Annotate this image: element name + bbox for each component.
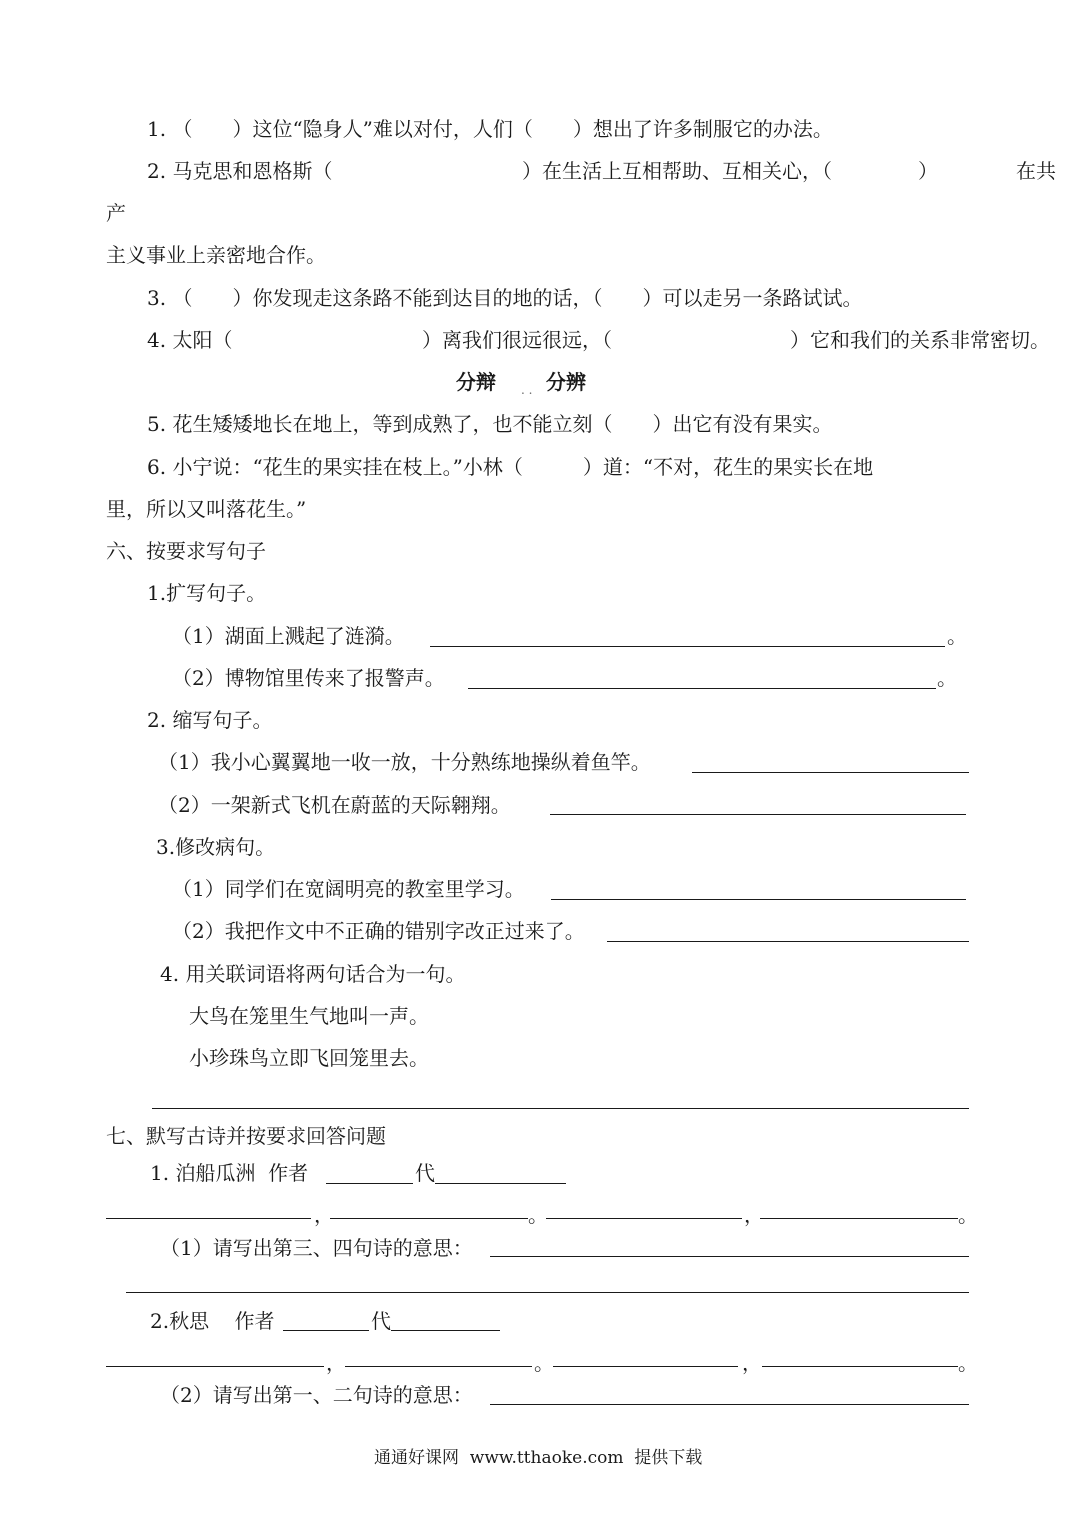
answer-line[interactable] bbox=[778, 1108, 969, 1109]
answer-line[interactable] bbox=[490, 1256, 969, 1257]
word-choice-dots: . . bbox=[521, 383, 533, 397]
answer-line[interactable] bbox=[126, 1292, 969, 1293]
word-choice-1: 分辩 bbox=[456, 370, 496, 394]
punct-comma: ， bbox=[742, 1351, 762, 1375]
poem-line-blank[interactable] bbox=[546, 1218, 742, 1219]
q-item-2-part-e: 产 bbox=[106, 201, 126, 225]
poem-2-dynasty: 代 bbox=[371, 1309, 391, 1333]
poem-line-blank[interactable] bbox=[330, 1218, 528, 1219]
author-blank[interactable] bbox=[283, 1330, 369, 1331]
fix-item-2: （2）我把作文中不正确的错别字改正过来了。 bbox=[172, 919, 585, 943]
expand-item-2-period: 。 bbox=[937, 666, 957, 690]
punct-period: 。 bbox=[528, 1203, 548, 1227]
q-item-6-line-1: 6. 小宁说：“花生的果实挂在枝上。”小林（ ）道：“不对，花生的果实长在地 bbox=[147, 455, 874, 479]
poem-2-label: 2.秋思 作者 bbox=[150, 1309, 275, 1333]
combine-sentence-2: 小珍珠鸟立即飞回笼里去。 bbox=[189, 1046, 429, 1070]
q-item-6-line-2: 里，所以又叫落花生。” bbox=[106, 497, 307, 521]
expand-item-1: （1）湖面上溅起了涟漪。 bbox=[172, 624, 405, 648]
q-item-2-part-c: ） bbox=[918, 159, 938, 183]
dynasty-blank[interactable] bbox=[435, 1183, 566, 1184]
punct-comma: ， bbox=[314, 1203, 334, 1227]
answer-line[interactable] bbox=[551, 899, 966, 900]
poem-1-dynasty: 代 bbox=[415, 1161, 435, 1185]
q-item-2-part-a: 2. 马克思和恩格斯（ bbox=[147, 159, 333, 183]
q-item-2-part-f: 主义事业上亲密地合作。 bbox=[106, 243, 326, 267]
q-item-5: 5. 花生矮矮地长在地上，等到成熟了，也不能立刻（ ）出它有没有果实。 bbox=[147, 412, 833, 436]
poem-1-label: 1. 泊船瓜洲 作者 bbox=[150, 1161, 309, 1185]
fix-item-1: （1）同学们在宽阔明亮的教室里学习。 bbox=[172, 877, 525, 901]
section-7-title: 七、默写古诗并按要求回答问题 bbox=[106, 1124, 386, 1148]
poem-line-blank[interactable] bbox=[553, 1366, 738, 1367]
author-blank[interactable] bbox=[326, 1183, 413, 1184]
dynasty-blank[interactable] bbox=[391, 1330, 500, 1331]
answer-line[interactable] bbox=[152, 1108, 778, 1109]
poem-line-blank[interactable] bbox=[106, 1366, 324, 1367]
combine-sentence-1: 大鸟在笼里生气地叫一声。 bbox=[189, 1004, 429, 1028]
shorten-item-1: （1）我小心翼翼地一收一放，十分熟练地操纵着鱼竿。 bbox=[158, 750, 651, 774]
shorten-heading: 2. 缩写句子。 bbox=[147, 708, 273, 732]
punct-comma: ， bbox=[744, 1203, 764, 1227]
q-item-2-part-d: 在共 bbox=[1016, 159, 1056, 183]
expand-heading: 1.扩写句子。 bbox=[147, 581, 267, 605]
poem-line-blank[interactable] bbox=[760, 1218, 958, 1219]
punct-period: 。 bbox=[958, 1203, 978, 1227]
answer-line[interactable] bbox=[692, 772, 969, 773]
fix-heading: 3.修改病句。 bbox=[156, 835, 276, 859]
expand-item-1-period: 。 bbox=[947, 624, 967, 648]
answer-line[interactable] bbox=[468, 688, 936, 689]
section-6-title: 六、按要求写句子 bbox=[106, 539, 266, 563]
poem-line-blank[interactable] bbox=[762, 1366, 958, 1367]
q-item-1: 1. （ ）这位“隐身人”难以对付，人们（ ）想出了许多制服它的办法。 bbox=[147, 117, 833, 141]
poem-line-blank[interactable] bbox=[345, 1366, 532, 1367]
answer-line[interactable] bbox=[490, 1404, 969, 1405]
answer-line[interactable] bbox=[607, 941, 969, 942]
combine-heading: 4. 用关联词语将两句话合为一句。 bbox=[160, 962, 466, 986]
expand-item-2: （2）博物馆里传来了报警声。 bbox=[172, 666, 445, 690]
punct-period: 。 bbox=[958, 1351, 978, 1375]
poem-2-question: （2）请写出第一、二句诗的意思： bbox=[160, 1383, 473, 1407]
answer-line[interactable] bbox=[550, 814, 966, 815]
answer-line[interactable] bbox=[430, 646, 945, 647]
q-item-4-part-a: 4. 太阳（ bbox=[147, 328, 233, 352]
shorten-item-2: （2）一架新式飞机在蔚蓝的天际翱翔。 bbox=[158, 793, 511, 817]
page-footer: 通通好课网 www.tthaoke.com 提供下载 bbox=[374, 1448, 703, 1468]
q-item-4-part-c: ）它和我们的关系非常密切。 bbox=[790, 328, 1050, 352]
q-item-2-part-b: ）在生活上互相帮助、互相关心，（ bbox=[522, 159, 832, 183]
poem-1-question: （1）请写出第三、四句诗的意思： bbox=[160, 1236, 473, 1260]
poem-line-blank[interactable] bbox=[106, 1218, 311, 1219]
punct-period: 。 bbox=[534, 1351, 554, 1375]
q-item-4-part-b: ）离我们很远很远，（ bbox=[422, 328, 612, 352]
punct-comma: ， bbox=[326, 1351, 346, 1375]
q-item-3: 3. （ ）你发现走这条路不能到达目的地的话，（ ）可以走另一条路试试。 bbox=[147, 286, 863, 310]
word-choice-2: 分辨 bbox=[546, 370, 586, 394]
